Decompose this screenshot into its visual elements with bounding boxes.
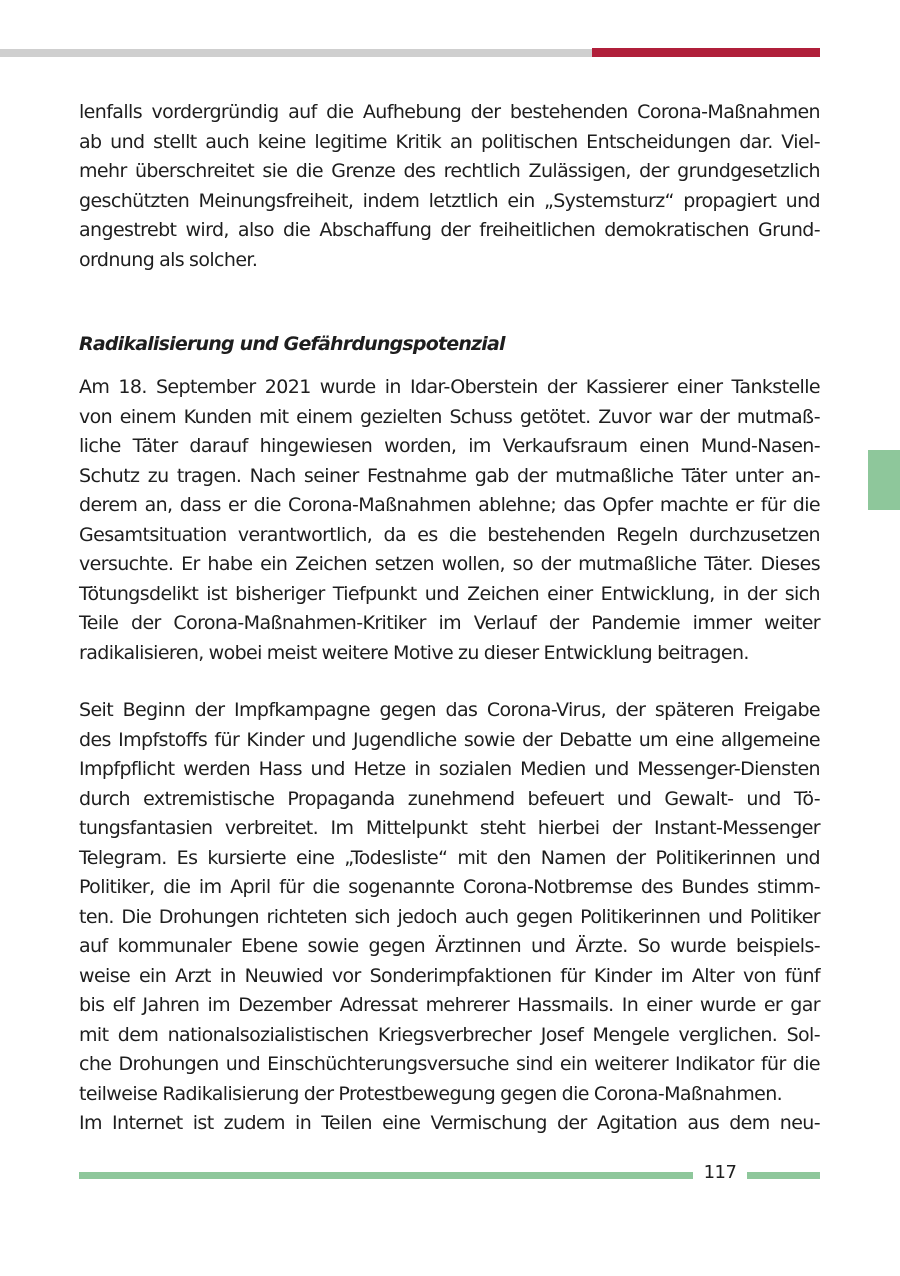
text-line: weise ein Arzt in Neuwied vor Sonderimpfaktionen für Kinder im Alter von fünf — [79, 964, 820, 987]
text-line: geschützten Meinungsfreiheit, indem letztlich ein „Systemsturz“ propagiert und — [79, 189, 820, 212]
page-number: 117 — [703, 1162, 737, 1183]
text-line: ordnung als solcher. — [79, 248, 258, 271]
text-line: che Drohungen und Einschüchterungsversuche sind ein weiterer Indikator für die — [79, 1053, 820, 1075]
intro-paragraph — [79, 98, 820, 275]
text-line: Schutz zu tragen. Nach seiner Festnahme gab der mutmaßliche Täter unter an- — [79, 464, 820, 487]
text-line: Seit Beginn der Impfkampagne gegen das Corona-Virus, der späteren Freigabe — [79, 699, 820, 721]
text-line: Im Internet ist zudem in Teilen eine Vermischung der Agitation aus dem neu- — [79, 1112, 820, 1134]
chapter-side-tab — [868, 450, 900, 510]
text-line: Politiker, die im April für die sogenannte Corona-Notbremse des Bundes stimm- — [79, 876, 820, 898]
text-line: lenfalls vordergründig auf die Aufhebung der bestehenden Corona-Maßnahmen — [79, 101, 820, 123]
text-line: tungsfantasien verbreitet. Im Mittelpunkt steht hierbei der Instant-Messenger — [79, 817, 820, 839]
section-heading: Radikalisierung und Gefährdungspotenzial — [79, 333, 505, 355]
text-line: Am 18. September 2021 wurde in Idar-Oberstein der Kassierer einer Tankstelle — [79, 376, 820, 398]
header-rule-grey — [0, 49, 592, 57]
text-line: ten. Die Drohungen richteten sich jedoch auch gegen Politikerinnen und Politiker — [79, 905, 820, 928]
text-line: mit dem nationalsozialistischen Kriegsverbrecher Josef Mengele verglichen. Sol- — [79, 1023, 820, 1046]
text-line: Telegram. Es kursierte eine „Todesliste“ mit den Namen der Politikerinnen und — [79, 846, 820, 869]
text-line: Impfpflicht werden Hass und Hetze in sozialen Medien und Messenger-Diensten — [79, 758, 820, 780]
text-line: mehr überschreitet sie die Grenze des rechtlich Zulässigen, der grundgesetzlich — [79, 160, 820, 182]
header-rule-red — [592, 48, 820, 57]
text-line: versuchte. Er habe ein Zeichen setzen wollen, so der mutmaßliche Täter. Dieses — [79, 553, 820, 575]
section-paragraph-1 — [79, 373, 820, 668]
footer-rule-right — [747, 1172, 820, 1179]
text-line: angestrebt wird, also die Abschaffung der freiheitlichen demokratischen Grund- — [79, 219, 820, 241]
text-line: von einem Kunden mit einem gezielten Schuss getötet. Zuvor war der mutmaß- — [79, 405, 820, 428]
text-line: Gesamtsituation verantwortlich, da es die bestehenden Regeln durchzusetzen — [79, 523, 820, 546]
page-content — [79, 98, 820, 1139]
footer-rule-left — [79, 1172, 693, 1179]
text-line: Teile der Corona-Maßnahmen-Kritiker im Verlauf der Pandemie immer weiter — [79, 612, 820, 634]
text-line: derem an, dass er die Corona-Maßnahmen ablehne; das Opfer machte er für die — [79, 494, 820, 516]
text-line: liche Täter darauf hingewiesen worden, im Verkaufsraum einen Mund-Nasen- — [79, 435, 820, 457]
text-line: Tötungsdelikt ist bisheriger Tiefpunkt und Zeichen einer Entwicklung, in der sich — [79, 582, 820, 605]
text-line: bis elf Jahren im Dezember Adressat mehrerer Hassmails. In einer wurde er gar — [79, 994, 820, 1016]
section-paragraph-2 — [79, 696, 820, 1139]
text-line: teilweise Radikalisierung der Protestbewegung gegen die Corona-Maßnahmen. — [79, 1082, 783, 1105]
text-line: des Impfstoffs für Kinder und Jugendliche sowie der Debatte um eine allgemeine — [79, 728, 820, 751]
text-line: radikalisieren, wobei meist weitere Motive zu dieser Entwicklung beitragen. — [79, 641, 749, 664]
text-line: auf kommunaler Ebene sowie gegen Ärztinnen und Ärzte. So wurde beispiels- — [79, 935, 820, 957]
text-line: ab und stellt auch keine legitime Kritik an politischen Entscheidungen dar. Viel- — [79, 130, 820, 153]
text-line: durch extremistische Propaganda zunehmend befeuert und Gewalt- und Tö- — [79, 787, 820, 810]
